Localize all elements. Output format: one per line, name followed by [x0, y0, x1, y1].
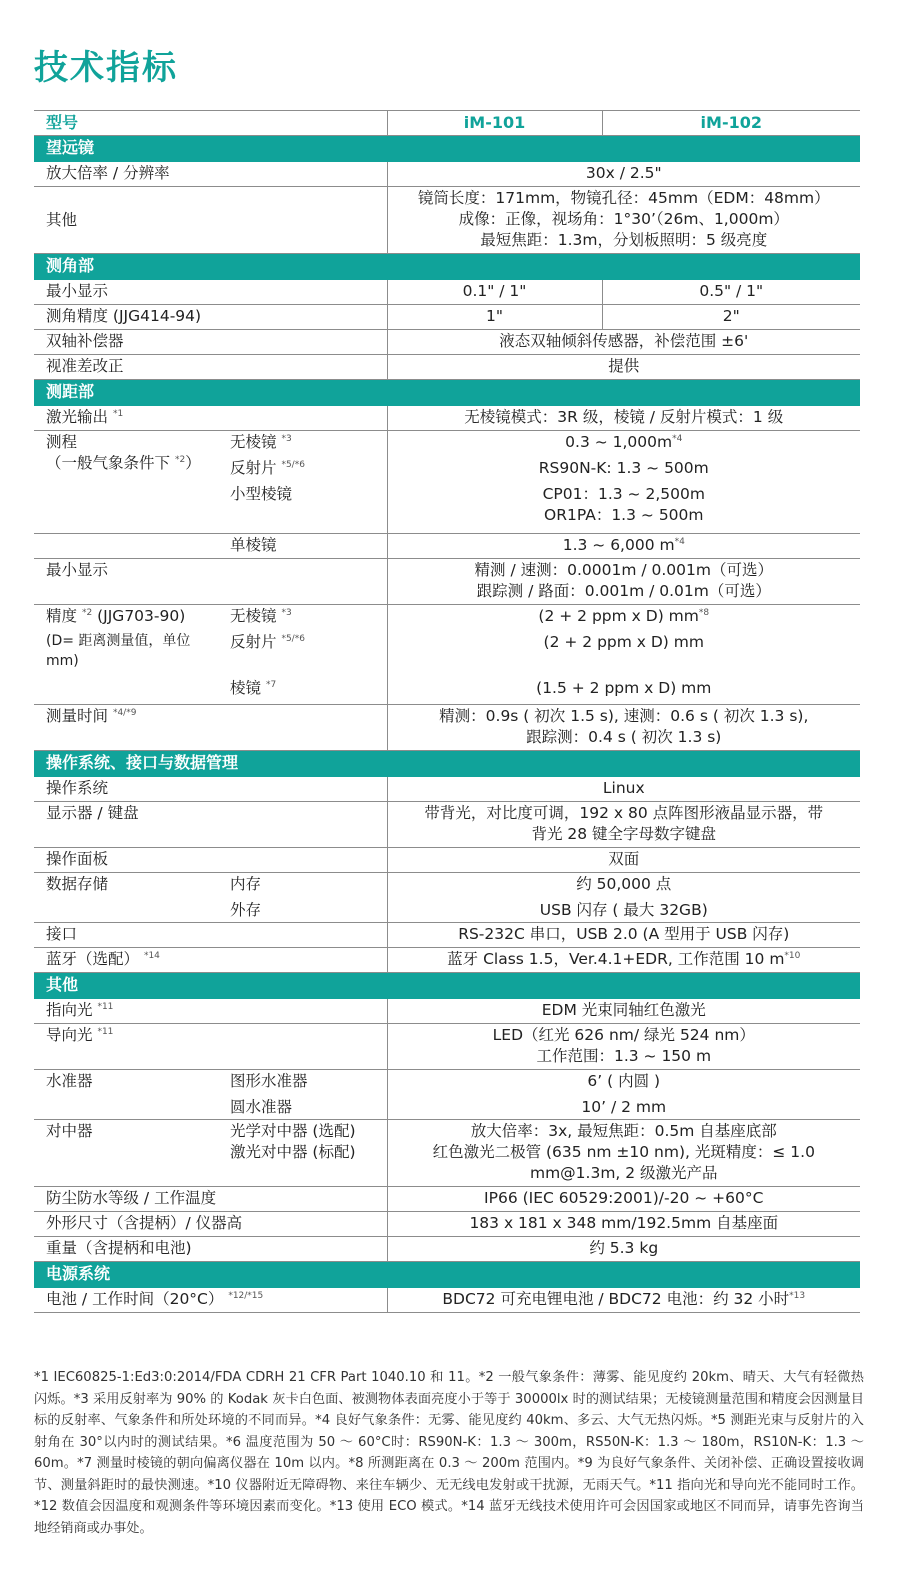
table-row — [34, 330, 860, 355]
row-value: 1" — [387, 305, 602, 330]
table-row — [34, 605, 860, 705]
table-row — [34, 1024, 860, 1070]
value-line: 精测 / 速测：0.0001m / 0.001m（可选） — [474, 561, 773, 579]
footnote-ref: *3 — [281, 434, 292, 444]
value-line: 放大倍率：3x, 最短焦距：0.5m 自基座底部 — [470, 1122, 777, 1140]
row-label: 水准器 — [34, 1070, 218, 1120]
row-value: EDM 光束同轴红色激光 — [387, 999, 860, 1024]
row-sublabel — [218, 1070, 387, 1120]
sublabel-text: 无棱镜 — [230, 607, 277, 625]
label-text: 激光输出 — [46, 407, 109, 426]
label-note: (D= 距离测量值，单位 mm) — [46, 633, 191, 669]
label-text — [46, 606, 206, 627]
footnote-ref: *7 — [265, 680, 277, 690]
label-part: 精度 — [46, 607, 78, 625]
row-label: 外形尺寸（含提柄）/ 仪器高 — [34, 1212, 387, 1237]
label-text — [46, 453, 206, 474]
section-row — [34, 380, 860, 406]
label-text: 指向光 — [46, 1000, 93, 1019]
value-line: (1.5 + 2 ppm x D) mm — [536, 679, 712, 697]
row-value — [387, 948, 860, 973]
footnotes: *1 IEC60825-1:Ed3:0:2014/FDA CDRH 21 CFR Part 1040.10 和 11。*2 一般气象条件：薄雾、能见度约 20km、晴天、大气有轻微热闪烁。*3 采用反射率为 90% 的 Kodak 灰卡白色面、被测物体表面亮度小于等于 30000lx 时的测试结果；无棱镜测量范围和精度会因测量目标的反射率、气象条件和所处环境的不同而异。*4 良好气象条件：无雾、能见度约 40km、多云、大气无热闪烁。*5 测距光束与反射片的入射角在 30°以内时的测试结果。*6 温度范围为 50 ～ 60°C时：RS90N-K：1.3 ～ 300m，RS50N-K：1.3 ～ 180m，RS10N-K：1.3 ～ 60m。*7 测量时棱镜的朝向偏离仪器在 10m 以内。*8 所测距离在 0.3 ～ 200m 范围内。*9 为良好气象条件、关闭补偿、正确设置接收调节、测量斜距时的最快测速。*10 仪器附近无障碍物、来往车辆少、无无线电发射或干扰源，无雨天气。*11 指向光和导向光不能同时工作。*12 数值会因温度和观测条件等环境因素而变化。*13 使用 ECO 模式。*14 蓝牙无线技术使用许可会因国家或地区不同而异，请事先咨询当地经销商或办事处。 — [34, 1370, 864, 1536]
value-text: 0.3 ~ 1,000m — [565, 433, 673, 451]
footnote-ref: *11 — [97, 1001, 114, 1012]
row-value — [387, 1288, 860, 1313]
row-label — [34, 406, 387, 431]
section-os: 操作系统、接口与数据管理 — [34, 751, 860, 777]
sublabel — [230, 678, 375, 699]
row-value — [387, 534, 860, 559]
table-row — [34, 1120, 860, 1187]
row-label: 测角精度 (JJG414-94) — [34, 305, 387, 330]
value-line: USB 闪存 ( 最大 32GB) — [539, 901, 708, 919]
table-row — [34, 406, 860, 431]
row-value: 无棱镜模式：3R 级，棱镜 / 反射片模式：1 级 — [387, 406, 860, 431]
row-label — [34, 605, 218, 705]
footnote-ref: *4 — [674, 537, 685, 547]
row-label-empty — [34, 534, 218, 559]
label-part: (JJG703-90) — [92, 607, 186, 625]
row-label: 数据存储 — [34, 873, 218, 923]
table-row — [34, 162, 860, 187]
label-text: 电池 / 工作时间（20°C） — [46, 1289, 224, 1308]
footnote-ref: *12/*15 — [228, 1290, 264, 1301]
label-part: （一般气象条件下 — [46, 454, 171, 472]
row-value — [387, 187, 860, 254]
section-row — [34, 751, 860, 777]
value-line: mm@1.3m, 2 级激光产品 — [529, 1164, 718, 1182]
footnote-ref: *5/*6 — [281, 634, 305, 644]
row-value: 约 5.3 kg — [387, 1237, 860, 1262]
row-label — [34, 1288, 387, 1313]
label-text: 测程 — [46, 433, 78, 451]
footnote-ref: *11 — [97, 1027, 114, 1037]
row-label: 放大倍率 / 分辨率 — [34, 162, 387, 187]
value-line: 10’ / 2 mm — [581, 1098, 667, 1116]
value-line — [400, 606, 849, 632]
sublabel — [230, 432, 375, 458]
value-line: 6’ ( 内圆 ) — [587, 1072, 661, 1090]
table-row — [34, 999, 860, 1024]
row-value: 30x / 2.5" — [387, 162, 860, 187]
value-text: (2 + 2 ppm x D) mm — [538, 607, 699, 625]
row-value: Linux — [387, 777, 860, 802]
row-label: 操作系统 — [34, 777, 387, 802]
sublabel: 内存 — [230, 875, 262, 893]
table-row — [34, 1187, 860, 1212]
model-im101: iM-101 — [387, 111, 602, 136]
row-label — [34, 705, 387, 751]
row-label: 对中器 — [34, 1120, 218, 1187]
row-value — [387, 1120, 860, 1187]
value-line: 最短焦距：1.3m，分划板照明：5 级亮度 — [480, 231, 768, 249]
row-value — [387, 802, 860, 848]
footnote-ref: *3 — [281, 608, 292, 618]
page-title: 技术指标 — [34, 48, 178, 88]
table-row — [34, 948, 860, 973]
sublabel-text: 棱镜 — [230, 679, 262, 697]
table-row — [34, 873, 860, 923]
label-text: 导向光 — [46, 1026, 93, 1044]
row-value — [387, 559, 860, 605]
section-distance: 测距部 — [34, 380, 860, 406]
row-value: 183 x 181 x 348 mm/192.5mm 自基座面 — [387, 1212, 860, 1237]
value-line: 精测：0.9s ( 初次 1.5 s), 速测：0.6 s ( 初次 1.3 s), — [439, 707, 809, 725]
section-telescope: 望远镜 — [34, 136, 860, 162]
table-row — [34, 705, 860, 751]
label-text: 测量时间 — [46, 707, 109, 725]
section-row — [34, 1262, 860, 1288]
section-row — [34, 254, 860, 280]
footnote-ref: *10 — [784, 951, 801, 961]
sublabel — [230, 458, 375, 484]
section-power: 电源系统 — [34, 1262, 860, 1288]
row-label: 重量（含提柄和电池) — [34, 1237, 387, 1262]
value-line: 红色激光二极管 (635 nm ±10 nm), 光斑精度：≤ 1.0 — [432, 1143, 815, 1161]
value-line: 约 50,000 点 — [576, 875, 672, 893]
footnote-ref: *5/*6 — [281, 460, 305, 470]
value-line — [400, 432, 849, 458]
value-line: (2 + 2 ppm x D) mm — [543, 633, 704, 651]
value-line: 跟踪测：0.4 s ( 初次 1.3 s) — [526, 728, 722, 746]
footnote-ref: *13 — [789, 1290, 806, 1301]
row-label: 最小显示 — [34, 280, 387, 305]
row-label: 最小显示 — [34, 559, 387, 605]
model-header: 型号 — [34, 111, 387, 136]
footnote-ref: *4/*9 — [112, 708, 137, 718]
value-line: 工作范围：1.3 ~ 150 m — [536, 1047, 712, 1065]
value-text: BDC72 可充电锂电池 / BDC72 电池：约 32 小时 — [442, 1289, 790, 1308]
spec-table — [34, 110, 860, 1313]
footnote-ref: *1 — [112, 408, 124, 419]
sublabel: 小型棱镜 — [230, 485, 293, 503]
value-line: 背光 28 键全字母数字键盘 — [531, 825, 717, 843]
sublabel: 外存 — [230, 901, 262, 919]
value-line: RS90N-K: 1.3 ~ 500m — [538, 459, 709, 477]
table-row — [34, 1237, 860, 1262]
table-row — [34, 1288, 860, 1313]
sublabel: 光学对中器 (选配) — [230, 1122, 356, 1140]
table-row — [34, 534, 860, 559]
row-value — [387, 1024, 860, 1070]
sublabel: 图形水准器 — [230, 1072, 308, 1090]
table-row — [34, 559, 860, 605]
value-line: 跟踪测 / 路面：0.001m / 0.01m（可选） — [476, 582, 771, 600]
section-row — [34, 136, 860, 162]
row-sublabel — [218, 431, 387, 534]
row-value: 2" — [602, 305, 860, 330]
row-label: 显示器 / 键盘 — [34, 802, 387, 848]
row-value: 双面 — [387, 848, 860, 873]
value-line: 成像：正像，视场角：1°30’（26m、1,000m） — [458, 210, 789, 228]
sublabel: 激光对中器 (标配) — [230, 1143, 356, 1161]
row-sublabel — [218, 873, 387, 923]
row-sublabel — [218, 605, 387, 705]
sublabel-text: 反射片 — [230, 633, 277, 651]
section-angle: 测角部 — [34, 254, 860, 280]
value-line: 带背光，对比度可调，192 x 80 点阵图形液晶显示器，带 — [424, 804, 824, 822]
row-value — [387, 431, 860, 534]
row-label — [34, 431, 218, 534]
label-part: ） — [185, 454, 201, 472]
row-value: IP66 (IEC 60529:2001)/-20 ~ +60°C — [387, 1187, 860, 1212]
value-line: LED（红光 626 nm/ 绿光 524 nm） — [492, 1026, 755, 1044]
row-value: 0.1" / 1" — [387, 280, 602, 305]
row-label: 其他 — [34, 187, 387, 254]
table-row — [34, 280, 860, 305]
model-im102: iM-102 — [602, 111, 860, 136]
row-value: 0.5" / 1" — [602, 280, 860, 305]
row-label — [34, 948, 387, 973]
table-row — [34, 1070, 860, 1120]
table-row — [34, 355, 860, 380]
row-label: 操作面板 — [34, 848, 387, 873]
value-text: 蓝牙 Class 1.5，Ver.4.1+EDR, 工作范围 10 m — [447, 950, 785, 968]
row-label: 视准差改正 — [34, 355, 387, 380]
value-line: CP01：1.3 ~ 2,500m — [542, 485, 705, 503]
table-row — [34, 777, 860, 802]
table-header-row — [34, 111, 860, 136]
row-sublabel: 单棱镜 — [218, 534, 387, 559]
sublabel-text: 反射片 — [230, 459, 277, 477]
row-value: 提供 — [387, 355, 860, 380]
sublabel: 圆水准器 — [230, 1098, 293, 1116]
table-row — [34, 923, 860, 948]
row-value — [387, 705, 860, 751]
value-text: 1.3 ~ 6,000 m — [562, 536, 675, 554]
footnote-ref: *8 — [698, 608, 710, 618]
row-label — [34, 1024, 387, 1070]
row-label: 接口 — [34, 923, 387, 948]
label-text: 蓝牙（选配） — [46, 950, 140, 968]
row-value — [387, 605, 860, 705]
sublabel-text: 无棱镜 — [230, 433, 277, 451]
table-row — [34, 187, 860, 254]
sublabel — [230, 632, 375, 678]
table-row — [34, 431, 860, 534]
row-value — [387, 873, 860, 923]
section-other: 其他 — [34, 973, 860, 999]
row-sublabel — [218, 1120, 387, 1187]
table-row — [34, 802, 860, 848]
table-row — [34, 305, 860, 330]
row-label — [34, 999, 387, 1024]
row-label: 防尘防水等级 / 工作温度 — [34, 1187, 387, 1212]
row-value — [387, 1070, 860, 1120]
footnote-ref: *4 — [672, 434, 683, 444]
footnote-ref: *2 — [174, 455, 186, 465]
footnote-ref: *14 — [143, 951, 160, 961]
table-row — [34, 1212, 860, 1237]
footnote-ref: *2 — [81, 608, 93, 618]
row-label: 双轴补偿器 — [34, 330, 387, 355]
row-value: RS-232C 串口，USB 2.0 (A 型用于 USB 闪存) — [387, 923, 860, 948]
section-row — [34, 973, 860, 999]
value-line: 镜筒长度：171mm，物镜孔径：45mm（EDM：48mm） — [417, 189, 830, 207]
sublabel — [230, 606, 375, 632]
value-line: OR1PA：1.3 ~ 500m — [544, 506, 704, 524]
row-value: 液态双轴倾斜传感器，补偿范围 ±6' — [387, 330, 860, 355]
table-row — [34, 848, 860, 873]
